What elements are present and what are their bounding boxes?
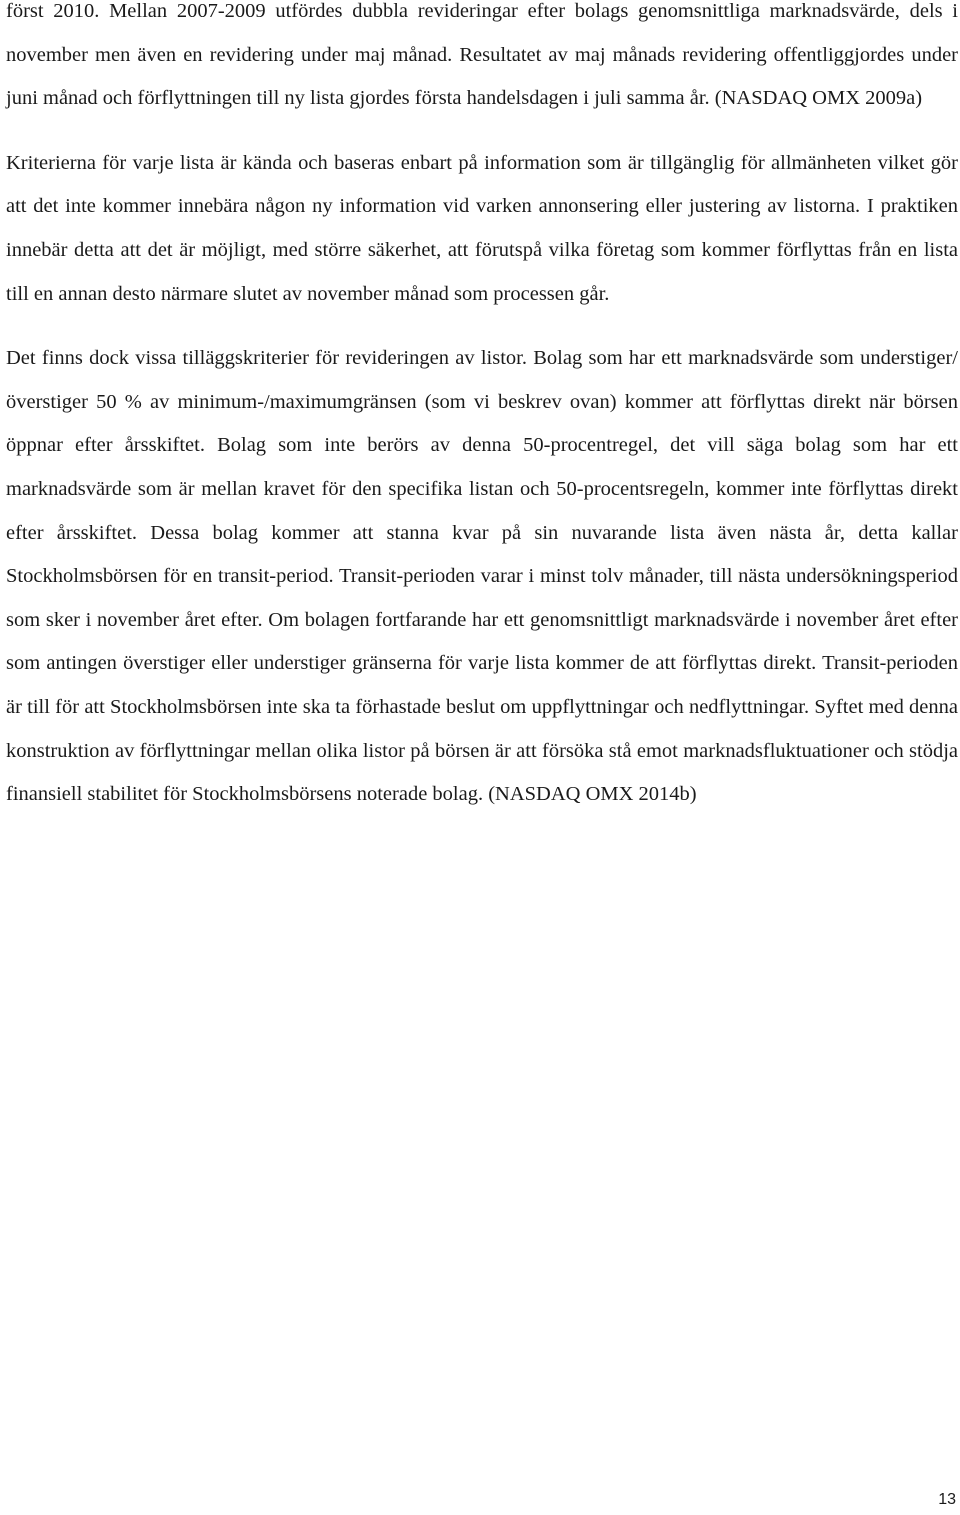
paragraph-3: Det finns dock vissa tilläggskriterier för revideringen av listor. Bolag som har ett marknadsvärde som understiger/överstiger 50 % av minimum-/maximumgränsen (som vi beskrev ovan) kommer att förflyttas direkt när börsen öppnar efter årsskiftet. Bolag som inte berörs av denna 50-procentregel, det vill säga bolag som har ett marknadsvärde som är mellan kravet för den specifika listan och 50-procentsregeln, kommer inte förflyttas direkt efter årsskiftet. Dessa bolag kommer att stanna kvar på sin nuvarande lista även nästa år, detta kallar Stockholmsbörsen för en transit-period. Transit-perioden varar i minst tolv månader, till nästa undersökningsperiod som sker i november året efter. Om bolagen fortfarande har ett genomsnittligt marknadsvärde i november året efter som antingen överstiger eller understiger gränserna för varje lista kommer de att förflyttas direkt. Transit-perioden är till för att Stockholmsbörsen inte ska ta förhastade beslut om uppflyttningar och nedflyttningar. Syftet med denna konstruktion av förflyttningar mellan olika listor på börsen är att försöka stå emot marknadsfluktuationer och stödja finansiell stabilitet för Stockholmsbörsens noterade bolag. (NASDAQ OMX 2014b) xyxy=(6,347,958,806)
paragraph-1: först 2010. Mellan 2007-2009 utfördes dubbla revideringar efter bolags genomsnittliga marknadsvärde, dels i november men även en revidering under maj månad. Resultatet av maj månads revidering offentliggjordes under juni månad och förflyttningen till ny lista gjordes första handelsdagen i juli samma år. (NASDAQ OMX 2009a) xyxy=(6,0,958,110)
paragraph-2: Kriterierna för varje lista är kända och baseras enbart på information som är tillgänglig för allmänheten vilket gör att det inte kommer innebära någon ny information vid varken annonsering eller justering av listorna. I praktiken innebär detta att det är möjligt, med större säkerhet, att förutspå vilka företag som kommer förflyttas från en lista till en annan desto närmare slutet av november månad som processen går. xyxy=(6,151,958,305)
document-page xyxy=(6,0,958,817)
page-number: 13 xyxy=(938,1491,956,1508)
